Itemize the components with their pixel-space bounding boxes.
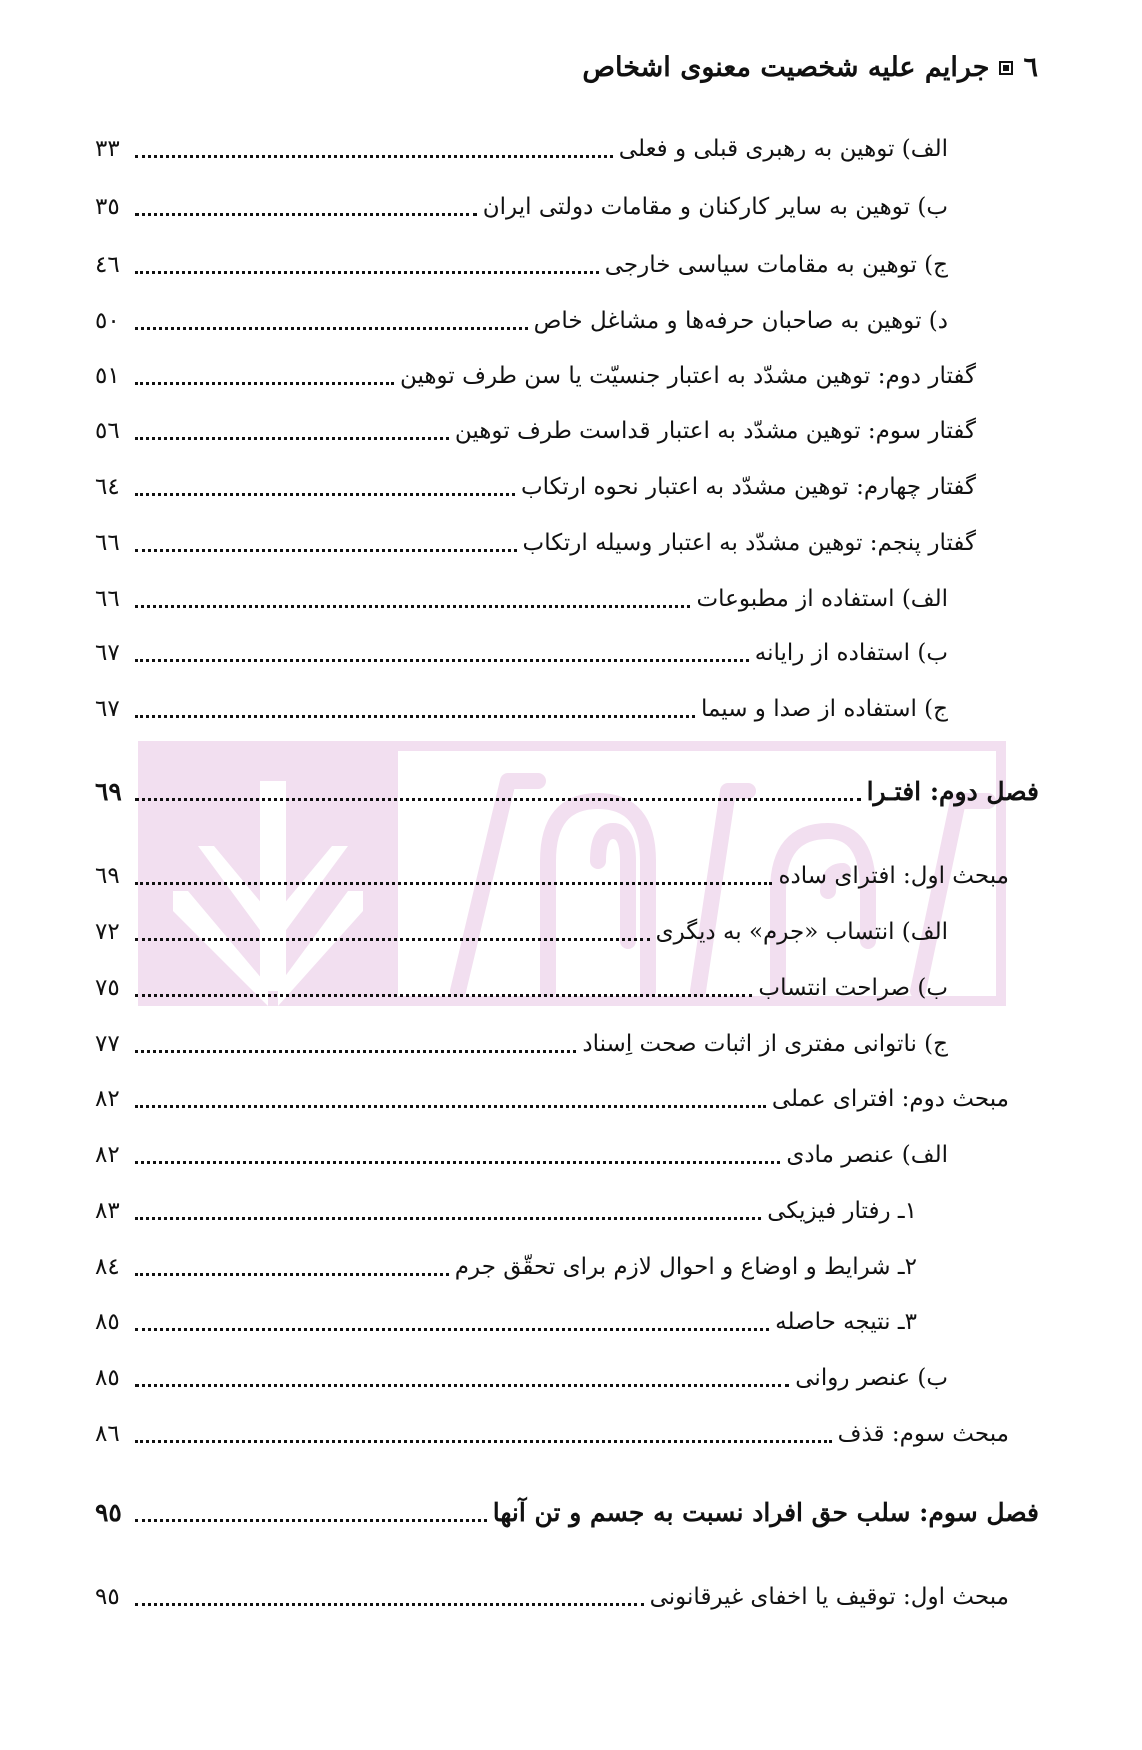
leader-dots xyxy=(135,382,394,385)
leader-dots xyxy=(135,1328,769,1331)
toc-entry-page: ٨٥ xyxy=(95,1365,120,1391)
toc-entry-title: گفتار پنجم: توهین مشدّد به اعتبار وسیله ارتکاب xyxy=(522,530,976,556)
toc-entry[interactable] xyxy=(95,691,948,727)
toc-entry[interactable] xyxy=(95,131,948,167)
toc-entry-page: ٦٦ xyxy=(95,530,120,556)
toc-entry-page: ٩٥ xyxy=(95,1584,120,1610)
toc-entry-page: ٨٤ xyxy=(95,1254,120,1280)
toc-entry-title: فصل سوم: سلب حق افراد نسبت به جسم و تن آنها xyxy=(492,1498,1039,1527)
toc-entry-page: ٧٧ xyxy=(95,1031,120,1057)
toc-entry-page: ٦٩ xyxy=(95,777,122,806)
toc-entry[interactable] xyxy=(95,1579,1009,1615)
toc-entry[interactable] xyxy=(95,581,948,617)
toc-entry-title: مبحث اول: توقیف یا اخفای غیرقانونی xyxy=(649,1584,1009,1610)
toc-entry-title: ج) استفاده از صدا و سیما xyxy=(700,696,948,722)
toc-entry[interactable] xyxy=(95,1304,917,1340)
running-header xyxy=(582,52,1038,83)
toc-entry-title: ب) صراحت انتساب xyxy=(758,975,948,1001)
toc-entry-title: ٢ـ شرایط و اوضاع و احوال لازم برای تحقّق جرم xyxy=(454,1254,917,1280)
toc-entry-page: ٨٥ xyxy=(95,1309,120,1335)
toc-entry[interactable] xyxy=(95,635,948,671)
toc-entry[interactable] xyxy=(95,1081,1009,1117)
leader-dots xyxy=(135,605,690,608)
toc-entry-page: ٦٩ xyxy=(95,863,120,889)
toc-entry-page: ٥٠ xyxy=(95,308,120,334)
toc-entry-page: ٥٦ xyxy=(95,418,120,444)
header-title: جرایم علیه شخصیت معنوی اشخاص xyxy=(582,52,990,83)
toc-entry-page: ٨٢ xyxy=(95,1086,120,1112)
toc-entry[interactable] xyxy=(95,1026,948,1062)
leader-dots xyxy=(135,1384,789,1387)
toc-entry-title: ب) توهین به سایر کارکنان و مقامات دولتی ایران xyxy=(482,194,948,220)
toc-entry-title: الف) عنصر مادی xyxy=(786,1142,948,1168)
toc-entry-title: مبحث دوم: افترای عملی xyxy=(771,1086,1009,1112)
leader-dots xyxy=(135,1273,449,1276)
toc-entry-title: الف) استفاده از مطبوعات xyxy=(696,586,948,612)
toc-entry[interactable] xyxy=(95,914,948,950)
toc-entry[interactable] xyxy=(95,858,1009,894)
toc-entry-title: ج) توهین به مقامات سیاسی خارجی xyxy=(604,252,948,278)
leader-dots xyxy=(135,1105,766,1108)
leader-dots xyxy=(135,715,695,718)
leader-dots xyxy=(135,659,749,662)
header-page-number: ٦ xyxy=(1023,52,1038,83)
toc-entry-page: ٥١ xyxy=(95,363,120,389)
leader-dots xyxy=(135,798,861,801)
square-bullet-icon xyxy=(999,61,1013,75)
toc-entry[interactable] xyxy=(95,247,948,283)
toc-entry-title: ١ـ رفتار فیزیکی xyxy=(767,1198,917,1224)
toc-entry-page: ٤٦ xyxy=(95,252,120,278)
toc-entry-title: الف) انتساب «جرم» به دیگری xyxy=(655,919,948,945)
toc-entry-page: ٦٧ xyxy=(95,640,120,666)
leader-dots xyxy=(135,493,515,496)
toc-entry-title: گفتار سوم: توهین مشدّد به اعتبار قداست طرف توهین xyxy=(454,418,976,444)
toc-entry-page: ٨٦ xyxy=(95,1421,120,1447)
toc-entry-title: الف) توهین به رهبری قبلی و فعلی xyxy=(618,136,948,162)
toc-entry[interactable] xyxy=(95,1193,917,1229)
toc-entry-title: ٣ـ نتیجه حاصله xyxy=(775,1309,917,1335)
toc-entry[interactable] xyxy=(95,1137,948,1173)
toc-entry[interactable] xyxy=(95,358,976,394)
leader-dots xyxy=(135,1161,780,1164)
toc-entry[interactable] xyxy=(95,1416,1009,1452)
toc-entry-title: گفتار دوم: توهین مشدّد به اعتبار جنسیّت یا سن طرف توهین xyxy=(399,363,976,389)
toc-entry-title: ب) عنصر روانی xyxy=(795,1365,948,1391)
toc-entry-title: ب) استفاده از رایانه xyxy=(754,640,948,666)
toc-entry-title: فصل دوم: افتـرا xyxy=(866,777,1039,806)
toc-entry-title: مبحث سوم: قذف xyxy=(837,1421,1009,1447)
leader-dots xyxy=(135,1217,761,1220)
toc-entry[interactable] xyxy=(95,525,976,561)
leader-dots xyxy=(135,1050,576,1053)
toc-entry[interactable] xyxy=(95,413,976,449)
leader-dots xyxy=(135,882,772,885)
leader-dots xyxy=(135,1519,487,1522)
leader-dots xyxy=(135,994,752,997)
toc-entry-page: ٩٥ xyxy=(95,1498,122,1527)
toc-entry-title: د) توهین به صاحبان حرفه‌ها و مشاغل خاص xyxy=(533,308,948,334)
leader-dots xyxy=(135,213,477,216)
leader-dots xyxy=(135,437,449,440)
toc-chapter[interactable] xyxy=(95,1495,1039,1531)
toc-entry-page: ٦٧ xyxy=(95,696,120,722)
toc-entry-title: گفتار چهارم: توهین مشدّد به اعتبار نحوه ارتکاب xyxy=(520,474,976,500)
toc-entry-page: ٦٤ xyxy=(95,474,120,500)
toc-chapter[interactable] xyxy=(95,774,1039,810)
toc-entry-page: ٣٣ xyxy=(95,136,120,162)
toc-entry[interactable] xyxy=(95,189,948,225)
toc-entry[interactable] xyxy=(95,303,948,339)
toc-entry-page: ٨٢ xyxy=(95,1142,120,1168)
toc-entry-page: ٨٣ xyxy=(95,1198,120,1224)
toc-entry-page: ٧٢ xyxy=(95,919,120,945)
toc-entry-title: مبحث اول: افترای ساده xyxy=(778,863,1009,889)
toc-entry-page: ٦٦ xyxy=(95,586,120,612)
toc-entry-page: ٣٥ xyxy=(95,194,120,220)
toc-entry[interactable] xyxy=(95,970,948,1006)
toc-entry-page: ٧٥ xyxy=(95,975,120,1001)
leader-dots xyxy=(135,1603,644,1606)
toc-entry[interactable] xyxy=(95,1360,948,1396)
leader-dots xyxy=(135,549,517,552)
toc-entry[interactable] xyxy=(95,1249,917,1285)
leader-dots xyxy=(135,938,650,941)
leader-dots xyxy=(135,327,528,330)
toc-entry-title: ج) ناتوانی مفتری از اثبات صحت اِسناد xyxy=(582,1031,948,1057)
leader-dots xyxy=(135,155,613,158)
toc-entry[interactable] xyxy=(95,469,976,505)
leader-dots xyxy=(135,271,599,274)
leader-dots xyxy=(135,1440,832,1443)
